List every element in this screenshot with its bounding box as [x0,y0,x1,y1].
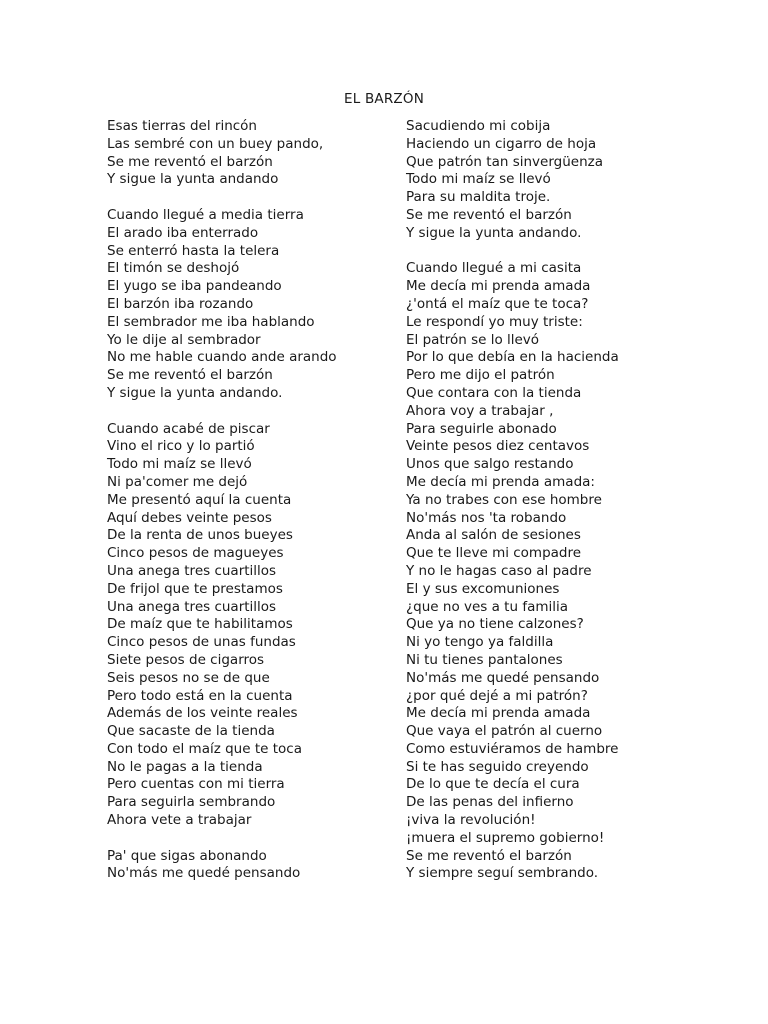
verse-line: De lo que te decía el cura [406,776,580,793]
verse-line: Me decía mi prenda amada [406,278,591,295]
verse-line: Y sigue la yunta andando. [107,384,283,401]
verse-line: Cuando llegué a mi casita [406,260,582,277]
verse-line: Y no le hagas caso al padre [406,562,592,579]
verse-line: ¡viva la revolución! [406,812,536,829]
verse-line: Pero me dijo el patrón [406,367,555,384]
stanza-gap [107,189,387,207]
verse-line: No le pagas a la tienda [107,758,263,775]
stanza [107,848,387,884]
verse-line: Por lo que debía en la hacienda [406,349,619,366]
verse-line: Todo mi maíz se llevó [406,171,551,188]
verse-line: Cuando llegué a media tierra [107,206,304,223]
verse-line: Le respondí yo muy triste: [406,313,583,330]
verse-line: ¿'ontá el maíz que te toca? [406,295,589,312]
verse-line: Que vaya el patrón al cuerno [406,723,603,740]
stanza [107,207,387,403]
verse-line: Se me reventó el barzón [406,847,572,864]
verse-line: Para seguirla sembrando [107,794,276,811]
verse-line: ¿por qué dejé a mi patrón? [406,687,588,704]
verse-line: No'más me quedé pensando [107,865,301,882]
verse-line: Ya no trabes con ese hombre [406,491,602,508]
verse-line: No'más me quedé pensando [406,669,600,686]
verse-line: Ahora voy a trabajar , [406,402,554,419]
verse-line: Ahora vete a trabajar [107,812,252,829]
verse-line: De maíz que te habilitamos [107,616,293,633]
stanza-gap [406,243,706,261]
verse-line: Una anega tres cuartillos [107,598,277,615]
poem-column-left [107,118,387,883]
verse-line: De las penas del infierno [406,794,574,811]
poem-column-right [406,118,706,883]
verse-line: Veinte pesos diez centavos [406,438,590,455]
verse-line: No me hable cuando ande arando [107,349,337,366]
verse-line: Me presentó aquí la cuenta [107,491,292,508]
verse-line: Todo mi maíz se llevó [107,456,252,473]
verse-line: De frijol que te prestamos [107,580,283,597]
verse-line: Que sacaste de la tienda [107,723,275,740]
verse-line: Si te has seguido creyendo [406,758,589,775]
verse-line: El y sus excomuniones [406,580,560,597]
verse-line: Que patrón tan sinvergüenza [406,153,603,170]
verse-line: Siete pesos de cigarros [107,651,265,668]
verse-line: Anda al salón de sesiones [406,527,581,544]
verse-line: De la renta de unos bueyes [107,527,293,544]
stanza-gap [107,403,387,421]
verse-line: Como estuviéramos de hambre [406,740,619,757]
verse-line: Aquí debes veinte pesos [107,509,272,526]
verse-line: No'más nos 'ta robando [406,509,567,526]
verse-line: Seis pesos no se de que [107,669,270,686]
verse-line: El patrón se lo llevó [406,331,540,348]
verse-line: Además de los veinte reales [107,705,298,722]
verse-line: Ni tu tienes pantalones [406,651,563,668]
verse-line: Cuando acabé de piscar [107,420,270,437]
verse-line: Se me reventó el barzón [107,153,273,170]
stanza [107,118,387,189]
verse-line: Y sigue la yunta andando. [406,224,582,241]
verse-line: El barzón iba rozando [107,295,254,312]
verse-line: Cinco pesos de magueyes [107,545,284,562]
poem-title: EL BARZÓN [344,91,424,107]
verse-line: Esas tierras del rincón [107,118,257,134]
verse-line: Pero cuentas con mi tierra [107,776,285,793]
verse-line: Me decía mi prenda amada [406,705,591,722]
verse-line: Que te lleve mi compadre [406,545,582,562]
verse-line: Me decía mi prenda amada: [406,473,595,490]
verse-line: ¿que no ves a tu familia [406,598,569,615]
verse-line: El yugo se iba pandeando [107,278,282,295]
verse-line: Sacudiendo mi cobija [406,118,551,134]
verse-line: Con todo el maíz que te toca [107,740,302,757]
verse-line: Vino el rico y lo partió [107,438,255,455]
verse-line: Ni pa'comer me dejó [107,473,248,490]
stanza [107,421,387,830]
verse-line: El sembrador me iba hablando [107,313,315,330]
verse-line: Pa' que sigas abonando [107,847,267,864]
verse-line: Ni yo tengo ya faldilla [406,634,554,651]
verse-line: Y sigue la yunta andando [107,171,279,188]
verse-line: Cinco pesos de unas fundas [107,634,296,651]
verse-line: Yo le dije al sembrador [107,331,261,348]
verse-line: El arado iba enterrado [107,224,259,241]
verse-line: Para su maldita troje. [406,189,551,206]
stanza [406,260,706,883]
verse-line: ¡muera el supremo gobierno! [406,829,605,846]
verse-line: Pero todo está en la cuenta [107,687,293,704]
verse-line: Una anega tres cuartillos [107,562,277,579]
verse-line: Que contara con la tienda [406,384,582,401]
stanza [406,118,706,243]
verse-line: El timón se deshojó [107,260,240,277]
verse-line: Se me reventó el barzón [107,367,273,384]
verse-line: Haciendo un cigarro de hoja [406,135,597,152]
verse-line: Unos que salgo restando [406,456,574,473]
verse-line: Para seguirle abonado [406,420,557,437]
verse-line: Se me reventó el barzón [406,206,572,223]
verse-line: Se enterró hasta la telera [107,242,280,259]
verse-line: Que ya no tiene calzones? [406,616,584,633]
stanza-gap [107,830,387,848]
verse-line: Y siempre seguí sembrando. [406,865,599,882]
verse-line: Las sembré con un buey pando, [107,135,324,152]
